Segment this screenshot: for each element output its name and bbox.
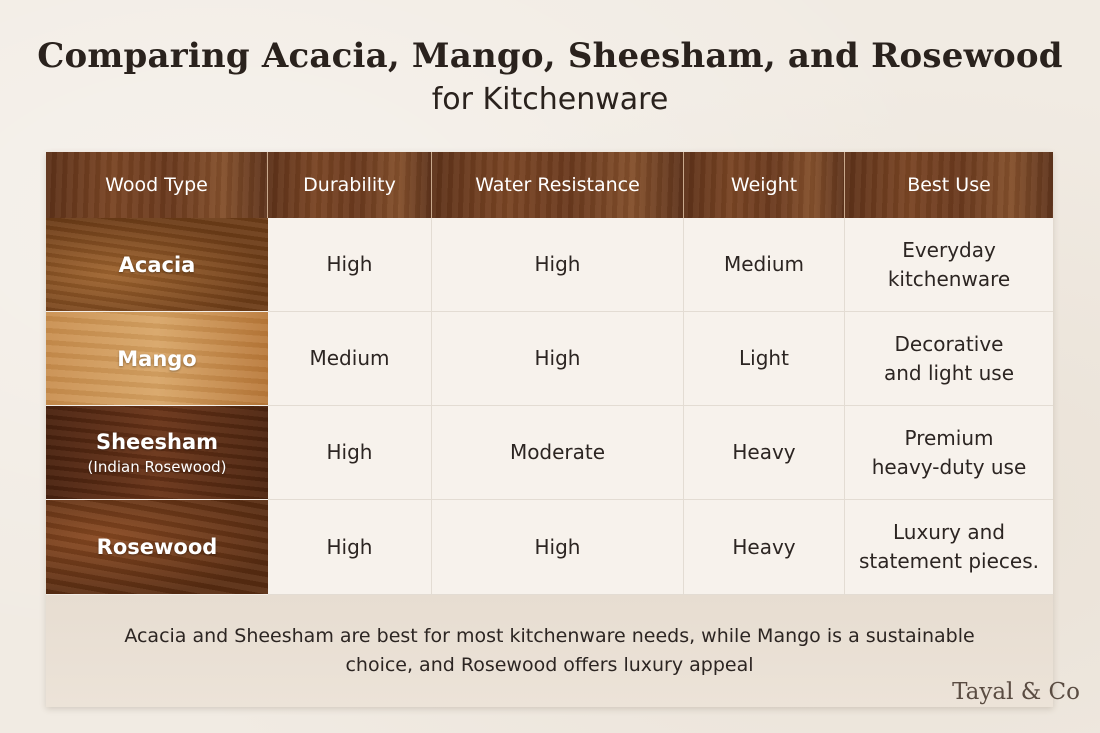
page-title: Comparing Acacia, Mango, Sheesham, and Rosewood <box>37 36 1063 76</box>
wood-cell-mango <box>46 312 268 406</box>
best-use-cell <box>845 500 1053 595</box>
weight-cell: Heavy <box>684 406 845 500</box>
best-use-cell <box>845 406 1053 500</box>
wood-name: Mango <box>117 346 197 371</box>
page-subtitle: for Kitchenware <box>431 82 669 117</box>
best-use-line: and light use <box>883 360 1015 385</box>
durability-cell: High <box>268 406 432 500</box>
best-use-cell <box>845 312 1053 406</box>
wood-cell-rosewood <box>46 500 268 595</box>
table-row <box>46 406 1053 500</box>
wood-name: Acacia <box>118 252 196 277</box>
table-row <box>46 312 1053 406</box>
table-header-row <box>46 152 1053 218</box>
weight-cell: Heavy <box>684 500 845 595</box>
header-weight: Weight <box>684 152 845 218</box>
wood-name: Rosewood <box>96 535 218 559</box>
water-resistance-cell: Moderate <box>432 406 684 500</box>
best-use-line: kitchenware <box>887 266 1011 291</box>
wood-subname: (Indian Rosewood) <box>87 457 227 476</box>
water-resistance-cell: High <box>432 218 684 312</box>
brand-logo: Tayal & Co <box>952 679 1080 705</box>
durability-cell: Medium <box>268 312 432 406</box>
header-durability: Durability <box>268 152 432 218</box>
wood-cell-sheesham <box>46 406 268 500</box>
durability-cell: High <box>268 218 432 312</box>
durability-cell: High <box>268 500 432 595</box>
comparison-table <box>46 152 1053 707</box>
wood-cell-acacia <box>46 218 268 312</box>
table-row <box>46 500 1053 595</box>
summary-note <box>46 595 1053 707</box>
weight-cell: Medium <box>684 218 845 312</box>
best-use-line: heavy-duty use <box>871 454 1027 479</box>
best-use-line: Everyday <box>902 237 996 262</box>
water-resistance-cell: High <box>432 312 684 406</box>
best-use-line: Luxury and <box>892 520 1006 544</box>
table-row <box>46 218 1053 312</box>
header-water-resistance: Water Resistance <box>432 152 684 218</box>
best-use-line: Premium <box>904 425 994 450</box>
best-use-cell <box>845 218 1053 312</box>
header-wood-type: Wood Type <box>46 152 268 218</box>
summary-note-text: Acacia and Sheesham are best for most kitchenware needs, while Mango is a sustainable choice, and Rosewood offers luxury appeal <box>124 625 975 676</box>
best-use-line: statement pieces. <box>859 549 1039 573</box>
best-use-line: Decorative <box>894 331 1004 356</box>
water-resistance-cell: High <box>432 500 684 595</box>
wood-name: Sheesham <box>95 429 219 454</box>
header-best-use: Best Use <box>845 152 1053 218</box>
weight-cell: Light <box>684 312 845 406</box>
